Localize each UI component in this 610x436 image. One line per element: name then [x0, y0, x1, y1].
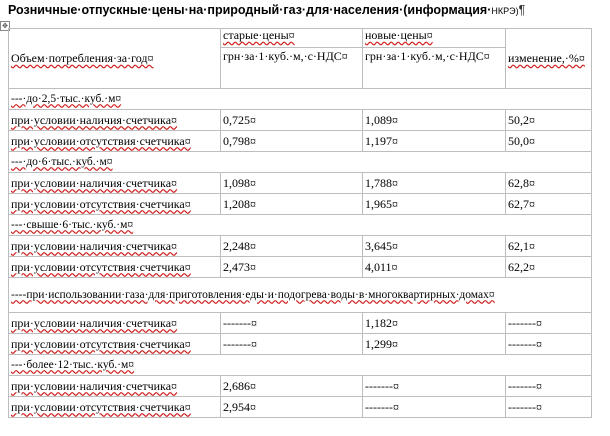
change-cell: -------¤ [506, 397, 592, 418]
new-price-cell: 1,182¤ [363, 313, 506, 334]
header-old-price: старые·цены¤ [221, 29, 363, 48]
new-price-cell: 1,299¤ [363, 334, 506, 355]
section-label: ---·более·12·тыс.·куб.·м¤ [9, 355, 592, 376]
table-row [9, 173, 592, 194]
table-row [9, 376, 592, 397]
condition-cell: при·условии·наличия·счетчика¤ [9, 313, 221, 334]
header-row-1 [9, 29, 592, 48]
header-change: изменение,·%¤ [506, 29, 592, 89]
section-label: ---·до·2,5·тыс.·куб.·м¤ [9, 89, 592, 110]
change-cell: 62,8¤ [506, 173, 592, 194]
title-source-text: НКРЭ) [491, 6, 519, 16]
condition-cell: при·условии·наличия·счетчика¤ [9, 110, 221, 131]
condition-cell: при·условии·наличия·счетчика¤ [9, 173, 221, 194]
new-price-cell: 3,645¤ [363, 236, 506, 257]
table-row [9, 257, 592, 278]
change-cell: -------¤ [506, 334, 592, 355]
section-label: ---·до·6·тыс.·куб.·м¤ [9, 152, 592, 173]
old-price-cell: 2,954¤ [221, 397, 363, 418]
old-price-cell: 1,208¤ [221, 194, 363, 215]
header-unit-new: грн·за·1·куб.·м,·с·НДС¤ [363, 48, 506, 89]
new-price-cell: 1,197¤ [363, 131, 506, 152]
change-cell: 62,7¤ [506, 194, 592, 215]
table-move-handle-icon[interactable]: ✥ [0, 21, 10, 31]
new-price-cell: -------¤ [363, 397, 506, 418]
change-cell: 50,2¤ [506, 110, 592, 131]
change-cell: -------¤ [506, 376, 592, 397]
header-unit-old: грн·за·1·куб.·м,·с·НДС¤ [221, 48, 363, 89]
table-row [9, 110, 592, 131]
section-row [9, 278, 592, 313]
old-price-cell: 0,725¤ [221, 110, 363, 131]
condition-cell: при·условии·отсутствия·счетчика¤ [9, 334, 221, 355]
section-label: ---·свыше·6·тыс.·куб.·м¤ [9, 215, 592, 236]
change-cell: 62,2¤ [506, 257, 592, 278]
old-price-cell: 1,098¤ [221, 173, 363, 194]
table-row [9, 131, 592, 152]
section-row [9, 152, 592, 173]
change-cell: 62,1¤ [506, 236, 592, 257]
new-price-cell: 1,788¤ [363, 173, 506, 194]
header-volume: Объем·потребления·за·год¤ [9, 29, 221, 89]
old-price-cell: -------¤ [221, 313, 363, 334]
section-row [9, 355, 592, 376]
table-row [9, 313, 592, 334]
old-price-cell: -------¤ [221, 334, 363, 355]
condition-cell: при·условии·отсутствия·счетчика¤ [9, 397, 221, 418]
old-price-cell: 2,473¤ [221, 257, 363, 278]
table-row [9, 194, 592, 215]
change-cell: 50,0¤ [506, 131, 592, 152]
section-label: ----при·использовании·газа·для·приготовления·еды·и·подогрева·воды·в·многоквартирных·домах¤ [9, 278, 592, 313]
condition-cell: при·условии·отсутствия·счетчика¤ [9, 194, 221, 215]
new-price-cell: -------¤ [363, 376, 506, 397]
change-cell: -------¤ [506, 313, 592, 334]
section-row [9, 215, 592, 236]
paragraph-mark: ¶ [518, 3, 526, 17]
condition-cell: при·условии·наличия·счетчика¤ [9, 376, 221, 397]
old-price-cell: 2,686¤ [221, 376, 363, 397]
table-row [9, 236, 592, 257]
table-row [9, 397, 592, 418]
new-price-cell: 1,965¤ [363, 194, 506, 215]
new-price-cell: 1,089¤ [363, 110, 506, 131]
title-main-text: Розничные·отпускные·цены·на·природный·газ·для·населения·(информация· [8, 3, 492, 17]
document-title [8, 2, 598, 19]
condition-cell: при·условии·отсутствия·счетчика¤ [9, 257, 221, 278]
condition-cell: при·условии·наличия·счетчика¤ [9, 236, 221, 257]
condition-cell: при·условии·отсутствия·счетчика¤ [9, 131, 221, 152]
new-price-cell: 4,011¤ [363, 257, 506, 278]
price-table [8, 28, 592, 418]
table-row [9, 334, 592, 355]
old-price-cell: 0,798¤ [221, 131, 363, 152]
section-row [9, 89, 592, 110]
old-price-cell: 2,248¤ [221, 236, 363, 257]
header-new-price: новые·цены¤ [363, 29, 506, 48]
